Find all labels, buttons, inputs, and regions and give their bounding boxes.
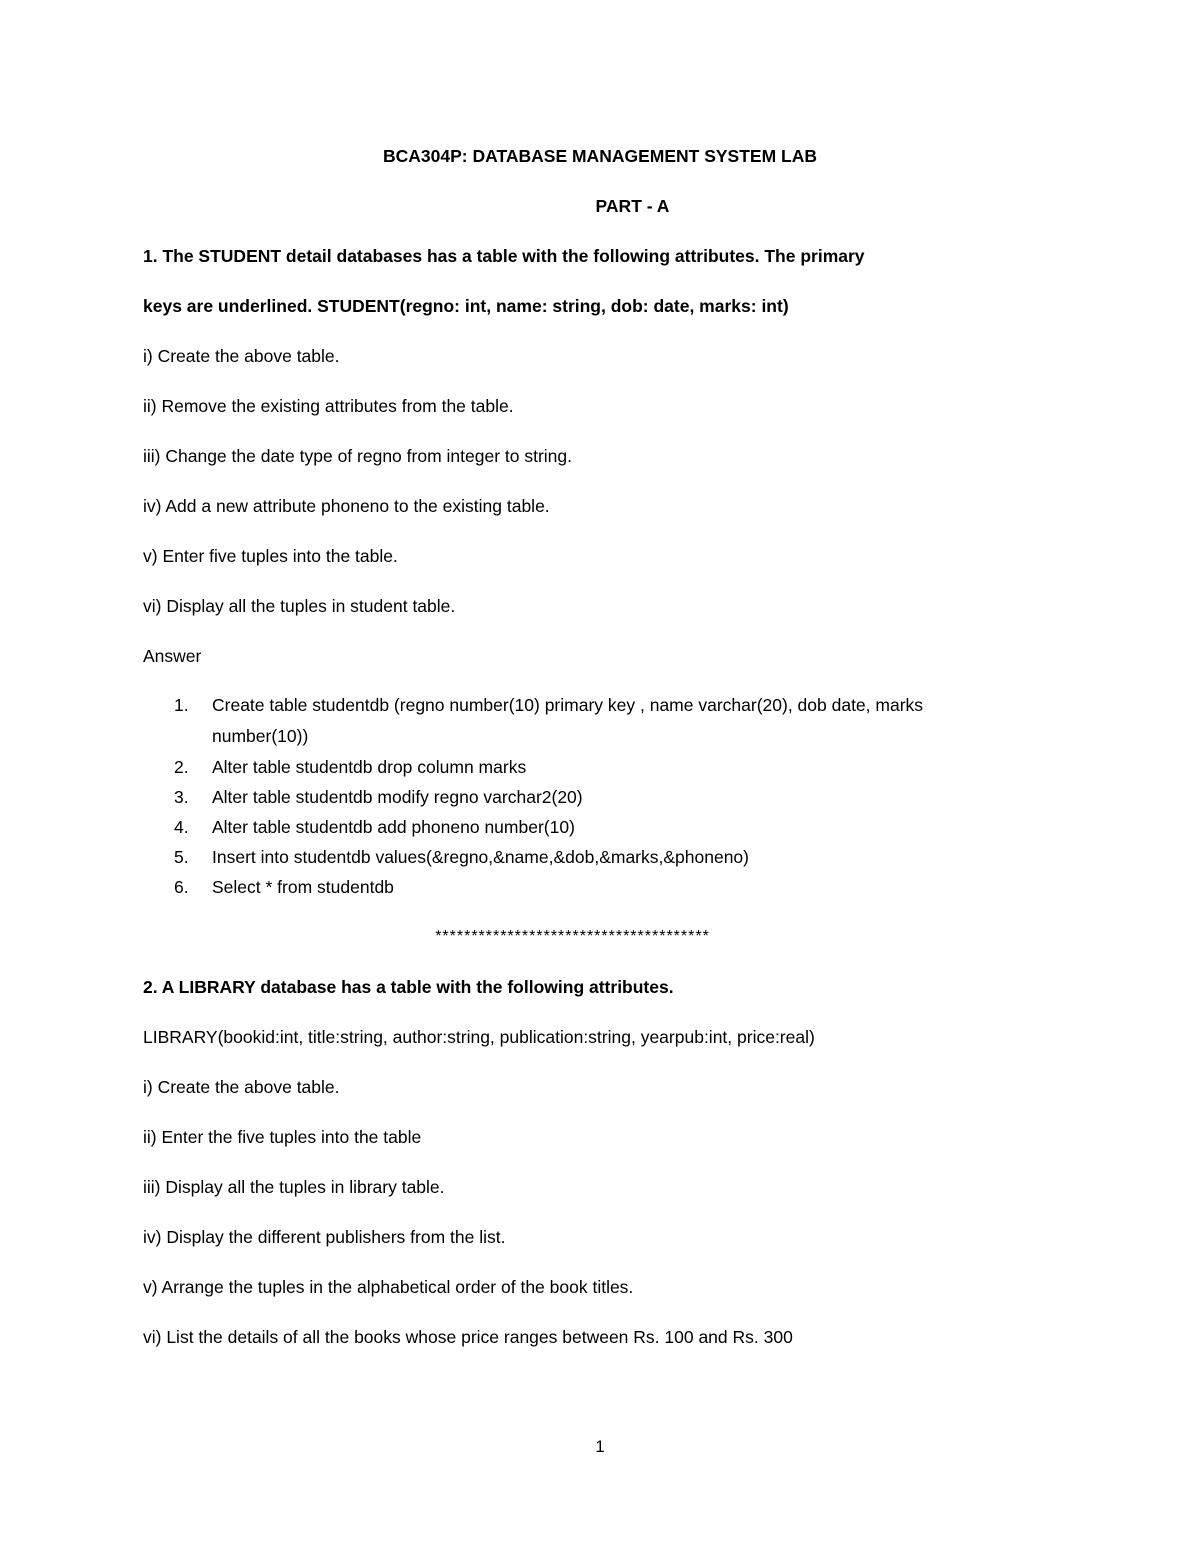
q1-heading-line2: keys are underlined. STUDENT(regno: int, name: string, dob: date, marks: int) — [143, 296, 789, 316]
answer-number-1: 1. — [174, 695, 189, 715]
answer-2: Alter table studentdb drop column marks — [212, 757, 527, 777]
q1-task-4: iv) Add a new attribute phoneno to the existing table. — [143, 496, 550, 516]
answer-label: Answer — [143, 646, 202, 666]
q1-task-5: v) Enter five tuples into the table. — [143, 546, 398, 566]
answer-1-line1: Create table studentdb (regno number(10) primary key , name varchar(20), dob date, marks — [212, 695, 924, 715]
answer-6: Select * from studentdb — [212, 877, 394, 897]
q1-task-6: vi) Display all the tuples in student table. — [143, 596, 456, 616]
page-number: 1 — [595, 1437, 605, 1456]
q1-task-1: i) Create the above table. — [143, 346, 340, 366]
q1-task-2: ii) Remove the existing attributes from the table. — [143, 396, 514, 416]
q2-task-2: ii) Enter the five tuples into the table — [143, 1127, 422, 1147]
answer-number-2: 2. — [174, 757, 189, 777]
answer-number-5: 5. — [174, 847, 189, 867]
q2-task-6: vi) List the details of all the books whose price ranges between Rs. 100 and Rs. 300 — [143, 1327, 793, 1347]
answer-number-3: 3. — [174, 787, 189, 807]
q1-heading-line1: 1. The STUDENT detail databases has a table with the following attributes. The primary — [143, 246, 865, 266]
q2-task-1: i) Create the above table. — [143, 1077, 340, 1097]
q1-task-3: iii) Change the date type of regno from integer to string. — [143, 446, 572, 466]
part-heading: PART - A — [595, 196, 670, 216]
separator: ************************************** — [435, 928, 710, 945]
q2-task-4: iv) Display the different publishers from the list. — [143, 1227, 506, 1247]
answer-number-6: 6. — [174, 877, 189, 897]
answer-3: Alter table studentdb modify regno varchar2(20) — [212, 787, 583, 807]
answer-4: Alter table studentdb add phoneno number(10) — [212, 817, 575, 837]
q2-schema: LIBRARY(bookid:int, title:string, author:string, publication:string, yearpub:int, price:real) — [143, 1027, 815, 1047]
q2-task-5: v) Arrange the tuples in the alphabetical order of the book titles. — [143, 1277, 634, 1297]
document-title: BCA304P: DATABASE MANAGEMENT SYSTEM LAB — [383, 146, 817, 166]
q2-task-3: iii) Display all the tuples in library table. — [143, 1177, 445, 1197]
q2-heading: 2. A LIBRARY database has a table with the following attributes. — [143, 977, 674, 997]
answer-number-4: 4. — [174, 817, 189, 837]
answer-1-line2: number(10)) — [212, 726, 309, 746]
answer-5: Insert into studentdb values(&regno,&name,&dob,&marks,&phoneno) — [212, 847, 749, 867]
